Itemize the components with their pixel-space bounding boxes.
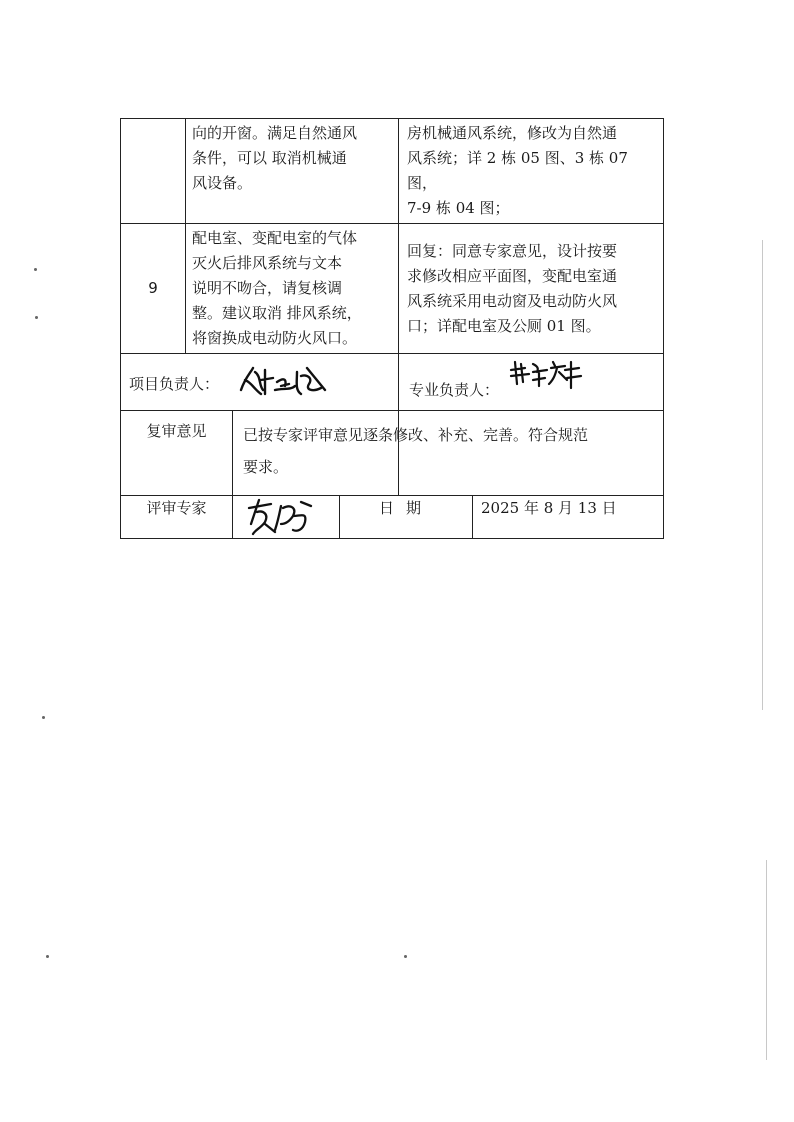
expert-container <box>121 496 664 539</box>
issue-cell <box>186 119 399 224</box>
table-row <box>121 224 664 354</box>
project-lead-signature-icon <box>235 360 335 402</box>
scan-dot <box>42 716 45 719</box>
scan-edge-line <box>766 860 767 1060</box>
scan-edge-line <box>762 240 763 710</box>
reply-cell <box>399 119 664 224</box>
re-review-row <box>121 411 664 496</box>
row-number-cell: 9 <box>121 224 186 354</box>
issue-line: 条件，可以 取消机械通 <box>192 149 347 167</box>
discipline-lead-signature-icon <box>503 354 593 394</box>
scan-dot <box>35 316 38 319</box>
project-lead-cell <box>121 354 399 411</box>
issue-line: 说明不吻合，请复核调 <box>192 279 343 297</box>
expert-label: 评审专家 <box>121 496 233 538</box>
issue-line: 向的开窗。满足自然通风 <box>192 124 358 142</box>
issue-line: 灭火后排风系统与文本 <box>192 254 343 272</box>
re-review-container <box>121 411 589 496</box>
reply-line: 风系统；详 2 栋 05 图、3 栋 07 图， <box>407 149 628 192</box>
re-review-line: 已按专家评审意见逐条修改、补充、完善。符合规范 <box>243 426 589 444</box>
scan-dot <box>46 955 49 958</box>
expert-inner <box>121 496 663 538</box>
re-review-text-left <box>233 411 589 495</box>
reply-line: 口；详配电室及公厕 01 图。 <box>407 316 601 335</box>
issue-line: 将窗换成电动防火风口。 <box>192 329 358 347</box>
discipline-lead-label: 专业负责人： <box>409 381 500 399</box>
scan-dot <box>404 955 407 958</box>
reply-line: 房机械通风系统，修改为自然通 <box>407 124 618 142</box>
expert-signature-icon <box>241 494 321 540</box>
signature-row <box>121 354 664 411</box>
issue-line: 风设备。 <box>192 174 253 192</box>
reply-line: 求修改相应平面图，变配电室通 <box>407 266 618 285</box>
discipline-lead-cell <box>399 354 664 411</box>
review-table <box>120 118 664 539</box>
project-lead-label: 项目负责人： <box>129 375 220 393</box>
re-review-label: 复审意见 <box>121 411 233 495</box>
expert-signature-cell <box>233 496 340 538</box>
date-value: 2025 年 8 月 13 日 <box>481 499 617 517</box>
issue-line: 整。建议取消 排风系统， <box>192 304 362 322</box>
reply-line: 7-9 栋 04 图； <box>407 199 510 217</box>
expert-row <box>121 496 664 539</box>
row-number-cell <box>121 119 186 224</box>
reply-cell <box>399 224 664 354</box>
issue-line: 配电室、变配电室的气体 <box>192 229 358 247</box>
scan-dot <box>34 268 37 271</box>
re-review-line: 要求。 <box>243 458 289 476</box>
table-row <box>121 119 664 224</box>
reply-line: 回复：同意专家意见，设计按要 <box>407 241 618 260</box>
issue-cell <box>186 224 399 354</box>
date-label: 日期 <box>340 496 473 538</box>
reply-line: 风系统采用电动窗及电动防火风 <box>407 291 618 310</box>
re-review-inner <box>121 411 589 495</box>
